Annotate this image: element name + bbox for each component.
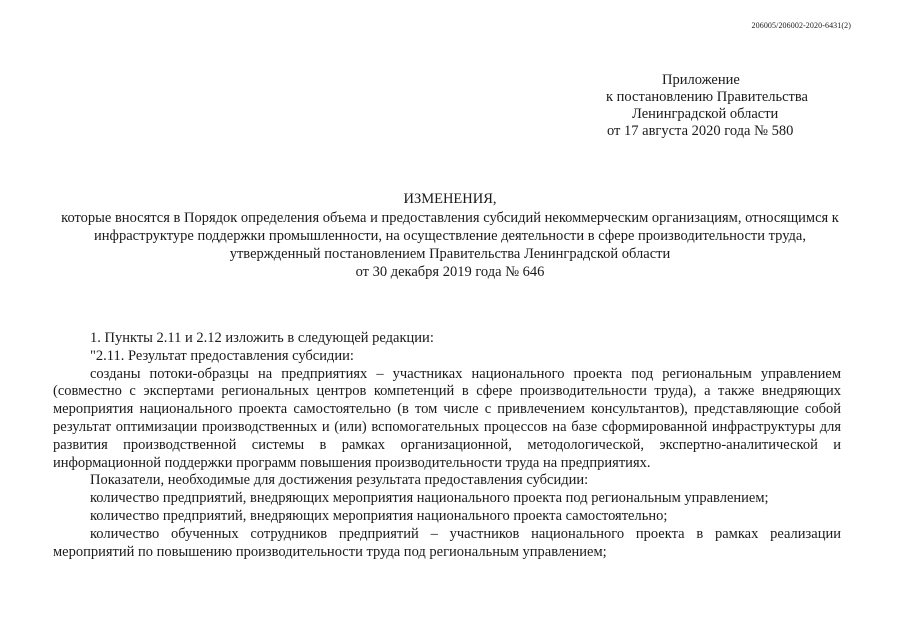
document-subtitle-date: от 30 декабря 2019 года № 646	[355, 264, 545, 280]
document-subtitle: которые вносятся в Порядок определения объема и предоставления субсидий некоммерческим организациям, относящимся к инфраструктуре поддержки промышленности, на осуществление деятельности в сфере производительности труда, утвержденный постановлением Правительства Ленинградской области	[61, 210, 839, 262]
paragraph-2: "2.11. Результат предоставления субсидии:	[90, 347, 354, 364]
document-body	[53, 330, 841, 561]
paragraph-6: количество предприятий, внедряющих мероприятия национального проекта самостоятельно;	[90, 507, 668, 524]
paragraph-5: количество предприятий, внедряющих мероприятия национального проекта под региональным управлением;	[90, 490, 769, 507]
appendix-line-1: Приложение	[662, 72, 740, 88]
appendix-line-2: к постановлению Правительства	[606, 89, 808, 105]
appendix-line-3: Ленинградской области	[632, 106, 779, 122]
paragraph-4: Показатели, необходимые для достижения результата предоставления субсидии:	[90, 472, 589, 489]
document-heading: ИЗМЕНЕНИЯ,	[403, 191, 497, 207]
paragraph-3: созданы потоки-образцы на предприятиях – участниках национального проекта под региональным управлением (совместно с экспертами региональных центров компетенций в сфере производительности труда), а также внедряющих мероприятия национального проекта самостоятельно (в том числе с привлечением консультантов), представляющие собой результат оптимизации производственных и (или) вспомогательных процессов на базе сформированной инфраструктуры для развития производственной системы в рамках организационной, методологической, экспертно-аналитической и информационной поддержки программ повышения производительности труда на предприятиях.	[53, 365, 841, 471]
document-title-block	[60, 190, 840, 281]
paragraph-1: 1. Пункты 2.11 и 2.12 изложить в следующей редакции:	[90, 330, 434, 346]
appendix-block	[600, 72, 808, 140]
document-id: 206005/206002-2020-6431(2)	[751, 21, 851, 30]
appendix-line-4: от 17 августа 2020 года № 580	[607, 123, 794, 139]
paragraph-7: количество обученных сотрудников предприятий – участников национального проекта в рамках реализации мероприятий по повышению производительности труда под региональным управлением;	[53, 525, 841, 560]
